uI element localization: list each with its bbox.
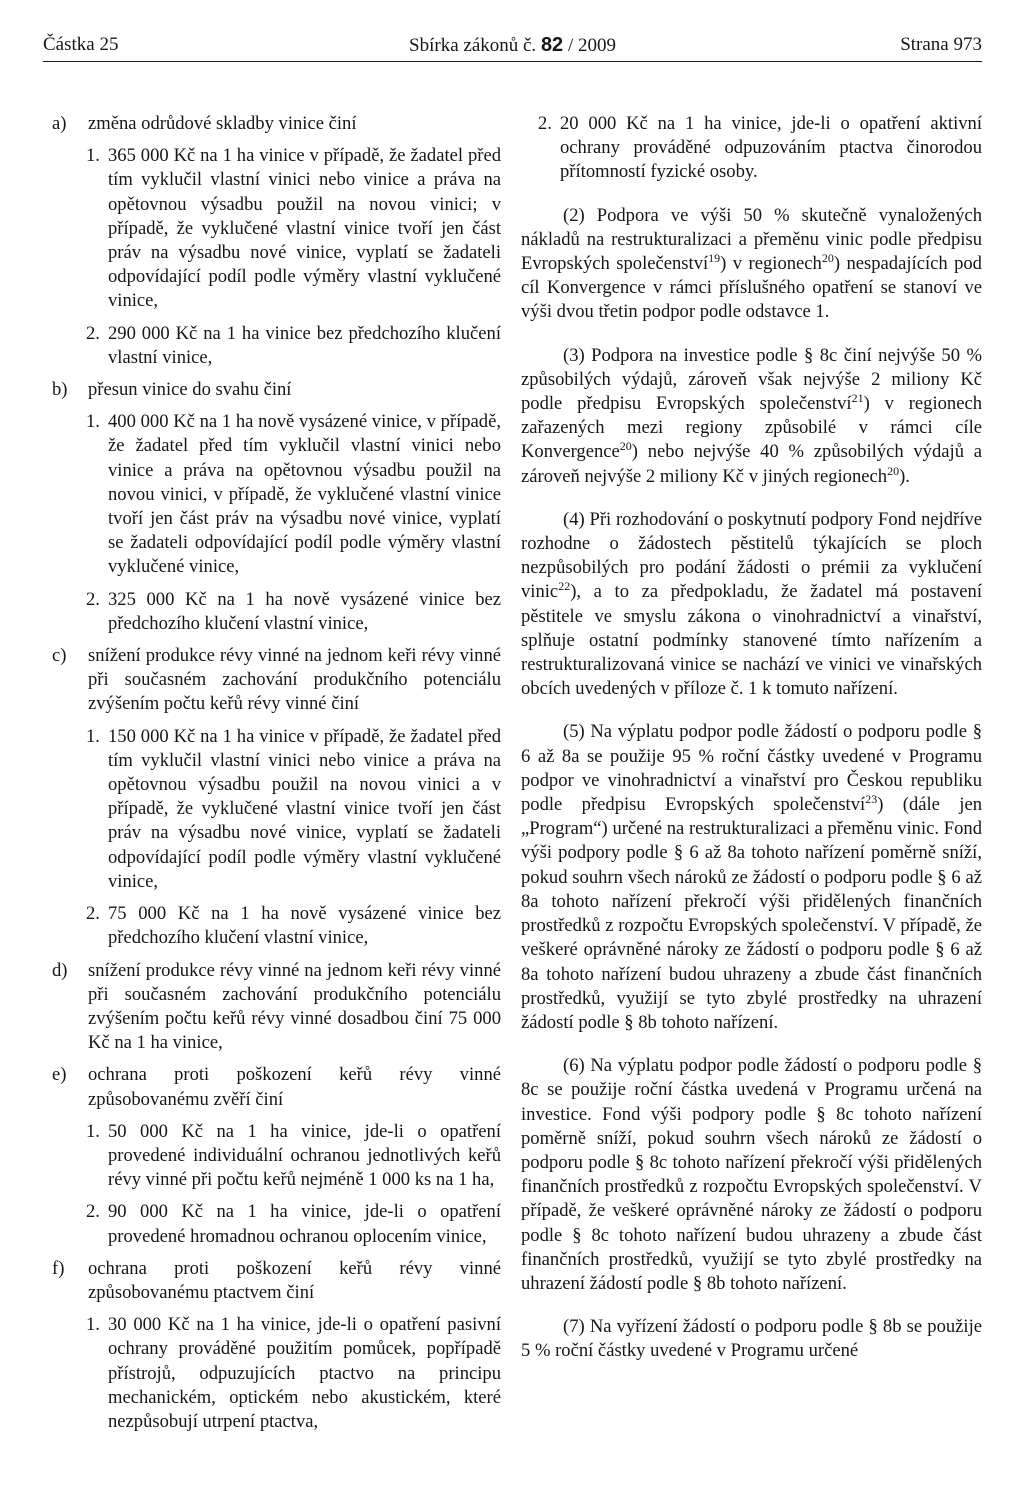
item-text: ochrana proti poškození keřů révy vinné způsobovanému zvěří činí xyxy=(88,1064,501,1110)
header-collection xyxy=(43,33,982,58)
subitem-text: 290 000 Kč na 1 ha vinice bez předchozího klučení vlastní vinice, xyxy=(108,322,501,368)
subitem-label: 1. xyxy=(86,145,100,167)
page-header xyxy=(43,33,982,62)
item-a-1 xyxy=(52,144,501,313)
item-text: přesun vinice do svahu činí xyxy=(88,379,292,401)
item-f-1 xyxy=(52,1313,501,1434)
paragraph-text: (4) Při rozhodování o poskytnutí podpory Fond nejdříve rozhodne o žádostech pěstitelů týkajících se ploch nezpůsobilých pro podání žádosti o prémii za vyklučení vinic xyxy=(521,508,982,603)
footnote-ref: 20 xyxy=(821,251,834,266)
subitem-label: 1. xyxy=(86,411,100,433)
subitem-text: 365 000 Kč na 1 ha vinice v případě, že žadatel před tím vyklučil vlastní vinici nebo vinice a práva na opětovnou výsadbu použil na novou vinici; v případě, že vyklučené vlastní vinice tvoří jen část práv na výsadbu nové vinice, vyplatí se žadateli odpovídající podíl podle výměry vlastní vyklučené vinice, xyxy=(108,145,501,312)
footnote-ref: 20 xyxy=(619,439,632,454)
item-label: c) xyxy=(52,645,67,667)
subitem-text: 400 000 Kč na 1 ha nově vysázené vinice, v případě, že žadatel před tím vyklučil vlastní vinici nebo vinice a práva na opětovnou výsadbu použil na novou vinici, v případě, že vyklučené vlastní vinice tvoří jen část práv na výsadbu nové vinice, vyplatí se žadateli odpovídající podíl podle výměry vlastní vyklučené vinice, xyxy=(108,411,501,578)
subitem-label: 2. xyxy=(86,322,100,344)
paragraph-3 xyxy=(521,344,982,489)
subitem-text: 325 000 Kč na 1 ha nově vysázené vinice bez předchozího klučení vlastní vinice, xyxy=(108,588,501,634)
item-c-1 xyxy=(52,725,501,894)
paragraph-6: (6) Na výplatu podpor podle žádostí o podporu podle § 8c se použije roční částka uvedená v Programu určená na investice. Fond výši podpory podle § 8c tohoto nařízení poměrně sníží, pokud souhrn všech nároků ze žádostí o podporu podle § 8c tohoto nařízení překročí výši přidělených finančních prostředků z rozpočtu Evropských společenství. V případě, že veškeré oprávněné nároky ze žádostí o podporu podle § 8c tohoto nařízení budou uhrazeny a zbude část finančních prostředků, využijí se tyto zbylé prostředky na uhrazení žádostí podle § 8b tohoto nařízení. xyxy=(521,1055,982,1294)
item-a-2 xyxy=(52,322,501,370)
header-collection-title: Sbírka zákonů č. xyxy=(409,35,537,56)
paragraph-text: ) v regionech xyxy=(720,253,822,275)
item-label: d) xyxy=(52,959,68,981)
paragraph-text: ) v regionech zařazených mezi regiony způsobilé v rámci cíle Konvergence xyxy=(521,393,983,463)
header-issue: Částka 25 xyxy=(43,34,119,55)
paragraph-text: ) (dále jen „Program“) určené na restrukturalizaci a přeměnu vinic. Fond výši podpory podle § 6 až 8a tohoto nařízení poměrně sníží, pokud souhrn všech nároků ze žádostí o podporu podle § 6 až 8a tohoto nařízení překročí výši přidělených finančních prostředků z rozpočtu Evropských společenství. V případě, že veškeré oprávněné nároky ze žádostí o podporu podle § 6 až 8a tohoto nařízení budou uhrazeny a zbude část finančních prostředků, využijí se tyto zbylé prostředky na uhrazení žádostí podle § 8b tohoto nařízení. xyxy=(521,794,982,1033)
paragraph-text: ). xyxy=(899,465,910,487)
subitem-label: 1. xyxy=(86,1314,100,1336)
paragraph-4 xyxy=(521,508,982,702)
item-b-2 xyxy=(52,588,501,636)
item-c-2 xyxy=(52,902,501,950)
subitem-label: 1. xyxy=(86,1120,100,1142)
paragraph-5 xyxy=(521,720,982,1035)
paragraph-text: ) nespadajících pod cíl Konvergence v rámci příslušného opatření se stanoví ve výši dvou třetin podpor podle odstavce 1. xyxy=(521,253,982,323)
item-b xyxy=(52,378,501,402)
item-label: a) xyxy=(52,113,67,134)
item-f-2 xyxy=(521,112,982,185)
item-label: b) xyxy=(52,379,68,401)
item-label: e) xyxy=(52,1064,67,1086)
item-f xyxy=(52,1257,501,1305)
item-text: ochrana proti poškození keřů révy vinné způsobovanému ptactvem činí xyxy=(88,1257,501,1303)
item-text: snížení produkce révy vinné na jednom keři révy vinné při současném zachování produkčního potenciálu zvýšením počtu keřů révy vinné činí xyxy=(88,645,501,715)
header-page-number: Strana 973 xyxy=(900,34,982,55)
item-c xyxy=(52,644,501,717)
subitem-text: 30 000 Kč na 1 ha vinice, jde-li o opatření pasivní ochrany prováděné použitím pomůcek, popřípadě přístrojů, odpuzujících ptactvo na principu mechanickém, optickém nebo akustickém, které nezpůsobují utrpení ptactva, xyxy=(108,1314,501,1432)
item-b-1 xyxy=(52,410,501,579)
subitem-label: 2. xyxy=(86,588,100,610)
footnote-ref: 19 xyxy=(708,251,721,266)
paragraph-text: (5) Na výplatu podpor podle žádostí o podporu podle § 6 až 8a se použije 95 % roční částky uvedené v Programu podpor ve vinohradnictví a vinařství pro Českou republiku podle předpisu Evropských společenství xyxy=(521,721,982,816)
subitem-text: 75 000 Kč na 1 ha nově vysázené vinice bez předchozího klučení vlastní vinice, xyxy=(108,903,501,949)
subitem-text: 90 000 Kč na 1 ha vinice, jde-li o opatření provedené hromadnou ochranou oplocením vinice, xyxy=(108,1201,501,1247)
subitem-label: 1. xyxy=(86,725,100,747)
subitem-text: 50 000 Kč na 1 ha vinice, jde-li o opatření provedené individuální ochranou jednotlivých keřů révy vinné při počtu keřů nejméně 1 000 ks na 1 ha, xyxy=(108,1120,501,1191)
left-column xyxy=(52,112,501,1442)
paragraph-text: ) nebo nejvýše 40 % způsobilých výdajů a zároveň nejvýše 2 miliony Kč v jiných regionech xyxy=(521,441,982,487)
item-d xyxy=(52,959,501,1056)
paragraph-text: (3) Podpora na investice podle § 8c činí nejvýše 50 % způsobilých výdajů, zároveň však nejvýše 2 miliony Kč podle předpisu Evropských společenství xyxy=(521,344,982,415)
subitem-text: 150 000 Kč na 1 ha vinice v případě, že žadatel před tím vyklučil vlastní vinici nebo vinice a práva na opětovnou výsadbu použil na novou vinici a v případě, že vyklučené vlastní vinice tvoří jen část práv na výsadbu nové vinice, vyplatí se žadateli odpovídající podíl podle výměry vlastní vyklučené vinice, xyxy=(108,725,501,892)
paragraph-2 xyxy=(521,204,982,325)
item-e xyxy=(52,1063,501,1111)
subitem-label: 2. xyxy=(86,903,100,925)
header-year: / 2009 xyxy=(563,35,616,56)
item-text: snížení produkce révy vinné na jednom keři révy vinné při současném zachování produkčního potenciálu zvýšením počtu keřů révy vinné dosadbou činí 75 000 Kč na 1 ha vinice, xyxy=(88,959,501,1054)
paragraph-text: (2) Podpora ve výši 50 % skutečně vynaložených nákladů na restrukturalizaci a přeměnu vinic podle předpisu Evropských společenství xyxy=(521,204,982,275)
item-a xyxy=(52,112,501,136)
footnote-ref: 21 xyxy=(851,391,864,406)
paragraph-7: (7) Na vyřízení žádostí o podporu podle § 8b se použije 5 % roční částky uvedené v Programu určené xyxy=(521,1316,982,1362)
footnote-ref: 23 xyxy=(865,792,878,807)
right-column xyxy=(521,112,982,1383)
footnote-ref: 20 xyxy=(887,463,900,478)
item-e-2 xyxy=(52,1200,501,1248)
item-text: změna odrůdové skladby vinice činí xyxy=(88,113,357,134)
subitem-label: 2. xyxy=(86,1201,100,1223)
item-e-1 xyxy=(52,1120,501,1193)
footnote-ref: 22 xyxy=(558,579,571,594)
paragraph-text: ), a to za předpokladu, že žadatel má postavení pěstitele ve smyslu zákona o vinohradnictví a vinařství, splňuje ostatní podmínky stanovené tímto nařízením a restrukturalizovaná vinice se nachází ve vinici ve vinařských obcích uvedených v příloze č. 1 k tomuto nařízení. xyxy=(521,581,982,700)
item-label: f) xyxy=(52,1257,65,1279)
header-law-number: 82 xyxy=(540,34,564,56)
subitem-label: 2. xyxy=(538,113,552,134)
subitem-text: 20 000 Kč na 1 ha vinice, jde-li o opatření aktivní ochrany prováděné odpuzováním ptactva činorodou přítomností fyzické osoby. xyxy=(560,113,982,183)
